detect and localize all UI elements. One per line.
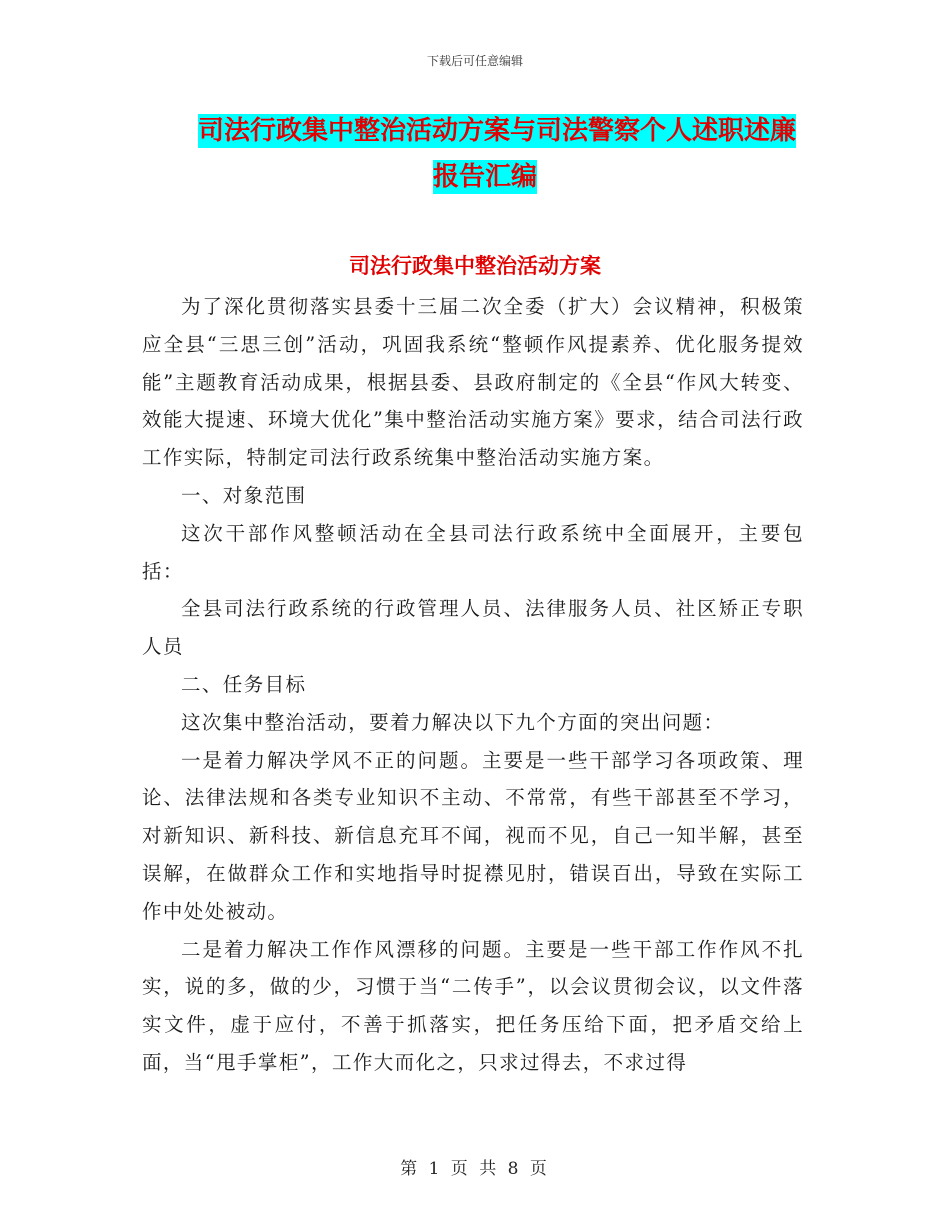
heading-scope: 一、对象范围: [181, 483, 307, 507]
page-footer: 第 1 页 共 8 页: [400, 1159, 550, 1179]
title-highlight-2: 报告汇编: [432, 162, 537, 192]
paragraph-item-2: 二是着力解决工作作风漂移的问题。主要是一些干部工作作风不扎实，说的多，做的少，习惯于当“二传手”，以会议贯彻会议，以文件落实文件，虚于应付，不善于抓落实，把任务压给下面，把矛盾交给上面，当“甩手掌柜”，工作大而化之，只求过得去，不求过得: [142, 937, 804, 1074]
document-title-line-2: [0, 154, 950, 200]
heading-goals: 二、任务目标: [181, 672, 307, 696]
paragraph-intro: 为了深化贯彻落实县委十三届二次全委（扩大）会议精神，积极策应全县“三思三创”活动，巩固我系统“整顿作风提素养、优化服务提效能”主题教育活动成果，根据县委、县政府制定的《全县“作风大转变、效能大提速、环境大优化”集中整治活动实施方案》要求，结合司法行政工作实际，特制定司法行政系统集中整治活动实施方案。: [142, 295, 804, 470]
title-highlight-1: 司法行政集中整治活动方案与司法警察个人述职述廉: [197, 116, 796, 146]
document-title: [0, 108, 950, 200]
paragraph-item-1: 一是着力解决学风不正的问题。主要是一些干部学习各项政策、理论、法律法规和各类专业知识不主动、不常常，有些干部甚至不学习，对新知识、新科技、新信息充耳不闻，视而不见，自己一知半解，甚至误解，在做群众工作和实地指导时捉襟见肘，错误百出，导致在实际工作中处处被动。: [142, 748, 804, 923]
paragraph-personnel: 全县司法行政系统的行政管理人员、法律服务人员、社区矫正专职人员: [142, 597, 804, 659]
document-title-line-1: [0, 108, 950, 154]
paragraph-scope: 这次干部作风整顿活动在全县司法行政系统中全面展开，主要包括：: [142, 521, 804, 583]
section-title: 司法行政集中整治活动方案: [349, 254, 601, 278]
paragraph-goals-intro: 这次集中整治活动，要着力解决以下九个方面的突出问题：: [181, 710, 725, 734]
page-header-note: 下载后可任意编辑: [426, 54, 523, 68]
document-body: [142, 288, 804, 1082]
